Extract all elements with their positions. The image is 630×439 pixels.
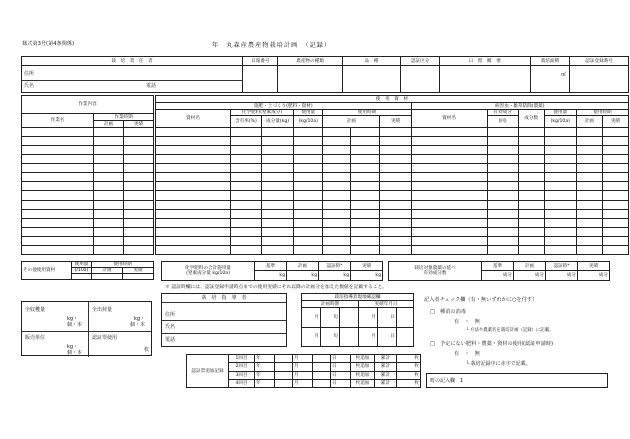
ticket-day-1: 日 — [331, 355, 351, 363]
checklist-item1: 種苗の消毒 — [440, 309, 466, 315]
grower-label: 栽 培 責 任 者 — [22, 57, 243, 66]
chem-fert-label: 化学肥料(窒素成分) — [230, 110, 293, 116]
period-label: 使用時期 — [323, 110, 411, 116]
ticket-year-4: 年 — [255, 379, 275, 387]
address-label: 住所 — [24, 71, 35, 77]
checklist-note2-text: 栽培記録中に赤字で記載。 — [470, 361, 531, 367]
ticket-month-3: 月 — [293, 371, 313, 379]
total-yield-unit: kg・ — [67, 316, 79, 322]
ticket-day-4: 日 — [331, 379, 351, 387]
other-plan-label: 計画 — [92, 268, 123, 274]
work-table — [21, 95, 154, 255]
ticket-label: 認証票追加記録 — [187, 355, 229, 388]
checkbox-1[interactable]: □ — [430, 309, 435, 315]
pest-name-label: 資材名 — [411, 110, 487, 128]
sales-unit2: 個・本 — [67, 350, 83, 356]
area-label: 栽培面積 — [530, 57, 570, 66]
work-actual-label: 実績 — [124, 121, 154, 128]
ticket-total-2: 累計 — [375, 363, 397, 371]
town-box[interactable] — [426, 373, 608, 388]
guide-address-label: 住所 — [165, 312, 176, 318]
pest-total-table — [388, 261, 610, 281]
ticket-month-4: 月 — [293, 379, 313, 387]
confirm-title: 栽培指導者現地確認欄 — [302, 294, 414, 301]
materials-section-label: 使 用 資 材 — [156, 96, 629, 103]
ticket-total-3: 累計 — [375, 371, 397, 379]
ship-yield-label: 全出荷量 — [92, 307, 113, 313]
usage-label: 使用量 — [294, 110, 323, 116]
fert-actual-label: 実績 — [351, 262, 383, 271]
pest-cert-unit: 成分 — [546, 271, 578, 281]
fert-base-label: 基準 — [255, 262, 287, 271]
ticket-row-1: 1回目 — [229, 355, 255, 363]
name-label: 氏名 — [24, 83, 35, 89]
confirm-month-3: 月 — [302, 327, 321, 347]
plan-label: 計画 — [323, 116, 380, 128]
ticket-sheets-4: 枚 — [397, 379, 421, 387]
pest-period-label: 使用時期 — [576, 110, 628, 116]
fert-total-label2: (窒素成分量 kg/10a) — [186, 271, 230, 276]
pest-actual-unit: 成分 — [578, 271, 610, 281]
pest-total-label2: 有効成分数 — [423, 271, 447, 276]
pest-group-label: 病害虫・雑草防除(農薬) — [411, 103, 628, 110]
pest-count-label: (回) — [487, 116, 518, 128]
fert-plan-unit: kg — [287, 271, 319, 281]
confirm-day-1: 日 — [378, 308, 397, 328]
ticket-month-2: 月 — [293, 363, 313, 371]
pest-actual-label: 実績 — [578, 262, 610, 271]
confirm-tendays-1: 旬 — [321, 308, 340, 328]
guide-box — [161, 293, 287, 347]
pest-plan-unit: 成分 — [514, 271, 546, 281]
other-label: その他使用資材 — [22, 262, 72, 280]
ticket-row-2: 2回目 — [229, 363, 255, 371]
work-section-label: 作業内容 — [22, 96, 154, 114]
ticket-total-4: 累計 — [375, 379, 397, 387]
fert-total-label: 化学肥料の合計施用量 — [185, 266, 231, 271]
cert-use-label: 認証票使用 — [92, 335, 118, 341]
content-label: 含有率(%) — [230, 116, 261, 128]
confirm-month-2: 月 — [359, 308, 378, 328]
ticket-add-2: 枚追加 — [351, 363, 375, 371]
guide-name-label: 氏名 — [165, 324, 176, 330]
pest-usage-label: 使用量 — [544, 110, 576, 116]
fert-actual-unit: kg — [351, 271, 383, 281]
header-table — [21, 56, 629, 93]
ticket-add-1: 枚追加 — [351, 355, 375, 363]
ship-yield-unit: kg・ — [134, 316, 146, 322]
other-materials-table — [21, 261, 154, 280]
ticket-sheets-3: 枚 — [397, 371, 421, 379]
plant-date-cell[interactable] — [439, 66, 530, 93]
pest-plan-label: 計画 — [576, 116, 602, 128]
pest-total-cell — [389, 262, 482, 281]
other-period-label: 使用時期 — [92, 262, 154, 268]
materials-table — [155, 95, 629, 255]
phone-label: 電話 — [146, 83, 157, 89]
ticket-day-3: 日 — [331, 371, 351, 379]
ticket-add-3: 枚追加 — [351, 371, 375, 379]
reg-no-cell[interactable] — [243, 66, 278, 93]
cert-reg-no-label: 認証登録番号 — [570, 57, 629, 66]
crop-type-cell[interactable] — [278, 66, 342, 93]
fert-cert-unit: kg — [319, 271, 351, 281]
other-actual-label: 実績 — [123, 268, 154, 274]
work-timing-label: 作業時期 — [94, 114, 154, 121]
confirm-tendays-2: 旬 — [321, 327, 340, 347]
pest-total-label: 栽培対象農薬の延べ — [414, 266, 456, 271]
amount-label: 成分量(kg) — [262, 116, 294, 128]
pest-plan-label: 計画 — [514, 262, 546, 271]
cert-class-cell[interactable] — [401, 66, 439, 93]
ticket-sheets-2: 枚 — [397, 363, 421, 371]
yes-no-2[interactable]: 有 ・ 無 — [454, 351, 480, 357]
reg-no-label: 日報番号 — [243, 57, 278, 66]
ticket-sheets-1: 枚 — [397, 355, 421, 363]
fert-group-label: 施肥・土づくり(肥料・資材) — [156, 103, 412, 110]
pest-base-unit: 成分 — [482, 271, 514, 281]
area-cell[interactable] — [530, 66, 570, 93]
total-yield-label: 全収穫量 — [25, 307, 46, 313]
checklist-note2: └ 栽培記録中に赤字で記載。 — [466, 361, 531, 367]
ship-yield-unit2: 個・本 — [130, 322, 146, 328]
pest-base-label: 基準 — [482, 262, 514, 271]
cert-reg-no-cell[interactable] — [570, 66, 629, 93]
ticket-add-4: 枚追加 — [351, 379, 375, 387]
yes-no-1[interactable]: 有 ・ 無 — [454, 319, 480, 325]
cert-use-unit: 枚 — [144, 347, 150, 353]
total-yield-unit2: 個・本 — [67, 322, 83, 328]
note-text: ＊ 認証時欄には、認証登録申請時点までの使用実績にそれ以降の計画分を加えた数値を記載すること。 — [165, 285, 388, 290]
ticket-year-2: 年 — [255, 363, 275, 371]
ticket-table — [186, 354, 421, 388]
other-usage-label: 使用量 — [72, 262, 92, 268]
work-name-label: 作業名 — [22, 114, 94, 128]
checkbox-2[interactable]: □ — [430, 341, 435, 347]
yields-box — [21, 301, 152, 356]
form-number: 様式第3号(第4条関係) — [22, 41, 75, 47]
checklist-note1-text: 方法や農薬名を栽培計画（記録）に記載。 — [470, 328, 554, 333]
guide-title: 栽 培 指 導 者 — [201, 295, 247, 301]
ticket-row-3: 3回目 — [229, 371, 255, 379]
sales-unit: kg・ — [67, 344, 79, 350]
page-title: 年 丸森産農産物栽培計画 （記録） — [212, 42, 332, 49]
ticket-month-1: 月 — [293, 355, 313, 363]
confirm-day-2: 日 — [378, 327, 397, 347]
pest-mark-label: 有効成分 — [487, 110, 518, 116]
guide-phone-label: 電話 — [165, 337, 176, 343]
confirm-month-1: 月 — [302, 308, 321, 328]
pest-usage-unit-label: (kg/10a) — [544, 116, 576, 128]
confirm-month-4: 月 — [359, 327, 378, 347]
checklist-note1: └ 方法や農薬名を栽培計画（記録）に記載。 — [466, 328, 554, 333]
ticket-year-1: 年 — [255, 355, 275, 363]
confirm-period-label: 計画時期 — [302, 301, 359, 308]
actual-label: 実績 — [380, 116, 411, 128]
ticket-year-3: 年 — [255, 371, 275, 379]
confirm-table — [301, 293, 414, 347]
grower-cell[interactable] — [22, 66, 243, 93]
crop-type-label: 農産物の種類 — [278, 57, 342, 66]
fert-total-table — [161, 261, 383, 281]
checklist-item2: 予定にない肥料・農薬・資材の使用(認証申請時) — [440, 341, 553, 347]
fert-cert-label: 認証時* — [319, 262, 351, 271]
usage-unit-label: (kg/10a) — [294, 116, 323, 128]
confirm-date-label: 実績年月日 — [359, 301, 414, 308]
variety-label: 品 種 — [342, 57, 401, 66]
pest-actual-label: 実績 — [602, 116, 628, 128]
ticket-row-4: 4回目 — [229, 379, 255, 387]
pest-cert-label: 認証時* — [546, 262, 578, 271]
cert-class-label: 認証区分 — [401, 57, 439, 66]
other-unit-label: (/10a) — [72, 268, 92, 274]
checklist-title: 記入者チェック欄（有・無いずれかに○を付す） — [424, 297, 538, 303]
comp-count-label: 成分数 — [518, 110, 544, 128]
plant-date-label: 日 程 概 要 — [439, 57, 530, 66]
ticket-day-2: 日 — [331, 363, 351, 371]
sales-unit-label: 販売単位 — [25, 335, 46, 341]
town-label: 町の記入欄 1 — [430, 378, 464, 384]
fert-plan-label: 計画 — [287, 262, 319, 271]
work-plan-label: 計画 — [94, 121, 124, 128]
material-name-label: 資材名 — [156, 110, 231, 128]
fert-total-cell — [162, 262, 255, 281]
area-unit: ㎡ — [561, 72, 567, 78]
fert-base-unit: kg — [255, 271, 287, 281]
variety-cell[interactable] — [342, 66, 401, 93]
ticket-total-1: 累計 — [375, 355, 397, 363]
